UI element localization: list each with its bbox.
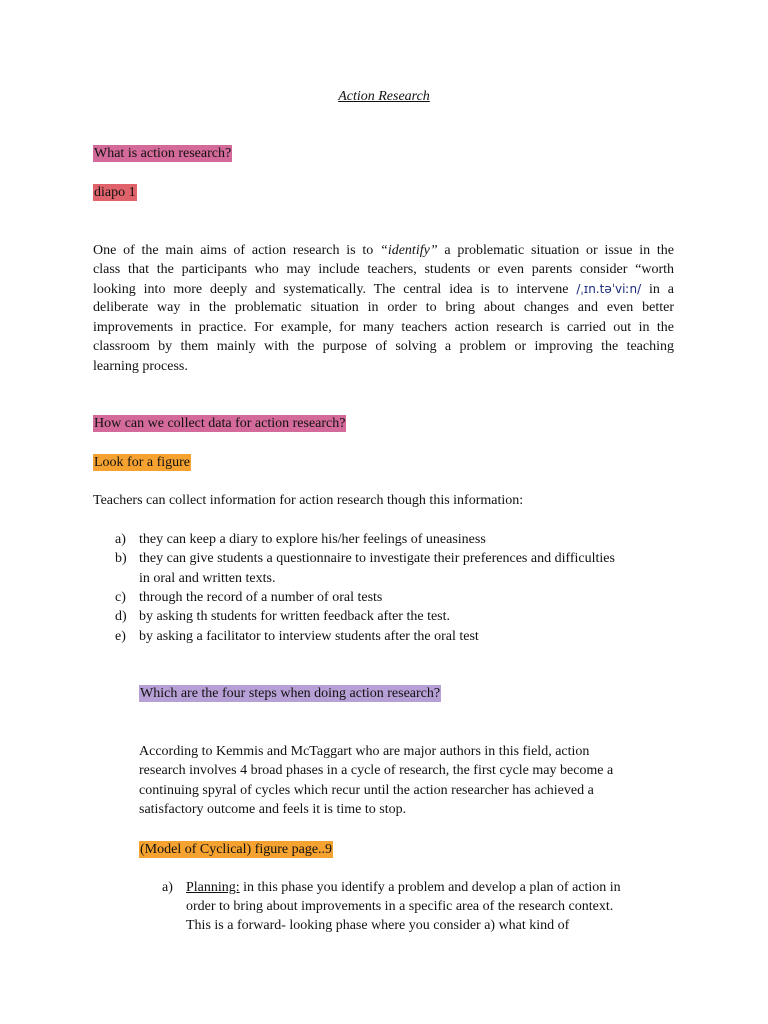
list-item-label: b) — [115, 551, 127, 566]
para2-line-1: According to Kemmis and McTaggart who are major authors in this field, action — [139, 744, 590, 759]
highlighted-question: Which are the four steps when doing action research? — [140, 686, 441, 701]
list-intro: Teachers can collect information for action research though this information: — [93, 493, 524, 508]
model-figure-note — [139, 841, 333, 859]
planning-term: Planning: — [186, 880, 240, 895]
para1-line-4: deliberate way in the problematic situation in order to bring about changes and even better — [93, 300, 674, 315]
para2-line-2: research involves 4 broad phases in a cycle of research, the first cycle may become a — [139, 763, 614, 778]
highlighted-question: How can we collect data for action research? — [94, 416, 346, 431]
highlighted-figure-note: (Model of Cyclical) figure page..9 — [140, 842, 333, 857]
planning-line-3: This is a forward- looking phase where you consider a) what kind of — [186, 918, 570, 933]
text-run: a problematic situation or issue in the — [437, 243, 675, 258]
para2-line-3: continuing spyral of cycles which recur until the action researcher has achieved a — [139, 783, 594, 798]
list-item-text: by asking th students for written feedback after the test. — [139, 609, 451, 624]
para1-line-3 — [93, 280, 674, 299]
para1-line-6: classroom by them mainly with the purpose of solving a problem or improving the teaching — [93, 339, 674, 354]
list-item-label: c) — [115, 590, 126, 605]
highlighted-figure-note: Look for a figure — [94, 455, 191, 470]
list-item-text: by asking a facilitator to interview students after the oral test — [139, 629, 479, 644]
question-heading-3 — [139, 685, 441, 703]
planning-line-1 — [186, 879, 621, 897]
list-item-continuation: in oral and written texts. — [139, 571, 276, 586]
list-item-text: they can give students a questionnaire to investigate their preferences and difficulties — [139, 551, 615, 566]
para1-line-2: class that the participants who may include teachers, students or even parents consider “worth — [93, 262, 674, 277]
highlighted-question: What is action research? — [94, 146, 232, 161]
slide-reference — [93, 184, 137, 202]
list-item-text: through the record of a number of oral tests — [139, 590, 383, 605]
list-item-label: e) — [115, 629, 126, 644]
phonetic-transcription: /ˌɪn.təˈviːn/ — [576, 282, 642, 296]
text-run: in a — [641, 282, 674, 297]
para1-line-1 — [93, 242, 674, 260]
figure-note — [93, 454, 191, 472]
list-item-label: a) — [115, 532, 126, 547]
planning-label: a) — [162, 880, 173, 895]
emphasis-identify: “identify” — [380, 243, 438, 258]
text-run: in this phase you identify a problem and develop a plan of action in — [239, 880, 621, 895]
para1-line-5: improvements in practice. For example, for many teachers action research is carried out in the — [93, 320, 674, 335]
text-run: looking into more deeply and systematically. The central idea is to intervene — [93, 282, 577, 297]
question-heading-2 — [93, 415, 346, 433]
text-run: One of the main aims of action research is to — [93, 243, 381, 258]
question-heading-1 — [93, 145, 232, 163]
list-item-text: they can keep a diary to explore his/her feelings of uneasiness — [139, 532, 486, 547]
list-item-label: d) — [115, 609, 127, 624]
highlighted-slide-label: diapo 1 — [94, 185, 136, 200]
planning-line-2: order to bring about improvements in a specific area of the research context. — [186, 899, 614, 914]
para1-line-7: learning process. — [93, 359, 188, 374]
page-title: Action Research — [338, 89, 430, 104]
para2-line-4: satisfactory outcome and feels it is time to stop. — [139, 802, 407, 817]
